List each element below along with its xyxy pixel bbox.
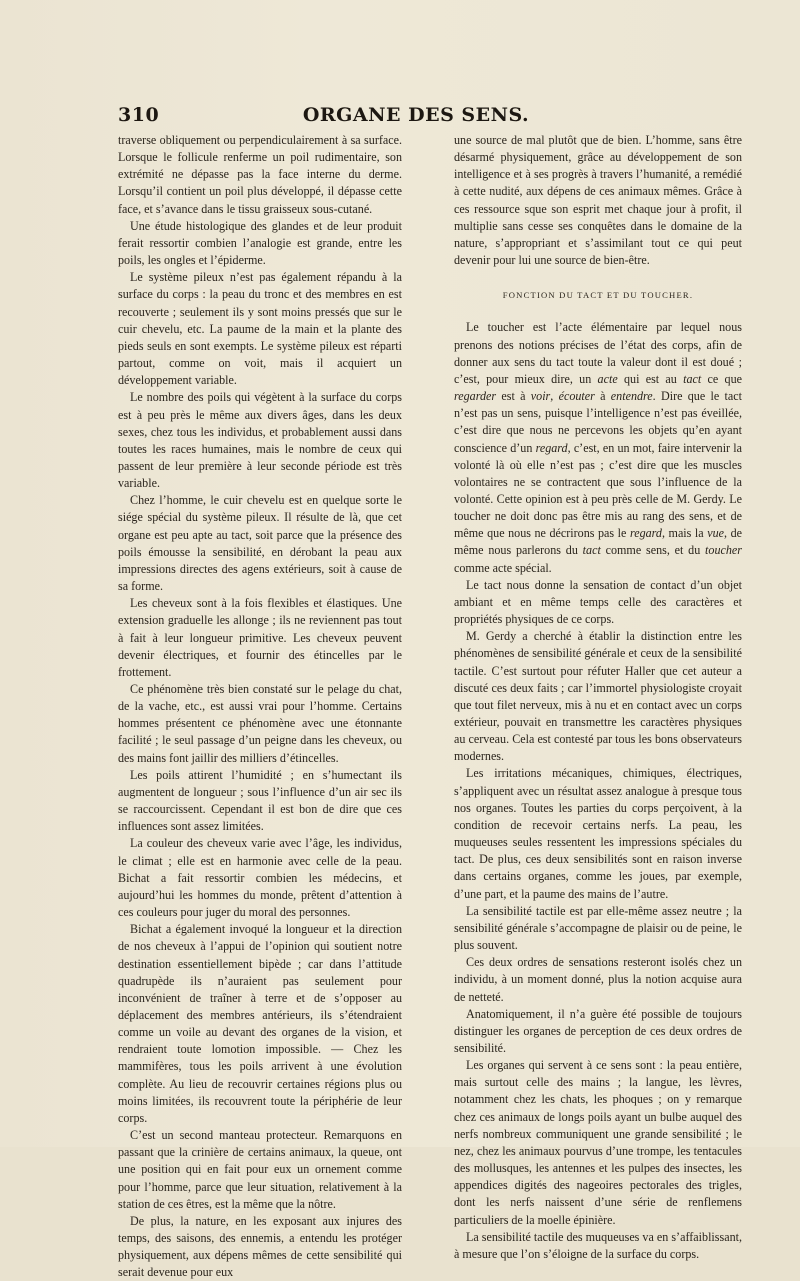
paragraph: Le système pileux n’est pas également répandu à la surface du corps : la peau du tronc et des membres en est recouverte ; seulement ils y sont moins pressés que sur le cuir chevelu, etc. La paume de la main et la plante des pieds seuls en sont exempts. Le système pileux est réparti partout, comme on voit, mais il acquiert un développement variable. (118, 270, 402, 388)
text-run: Le toucher est l’acte élémentaire par lequel nous prenons des notions précises de l’état des corps, afin de donner aux sens du tact toute la valeur dont il est doué ; c’est, pour mieux dire, un (454, 320, 742, 386)
paragraph: Les organes qui servent à ce sens sont : la peau entière, mais surtout celle des mains ; la langue, les lèvres, notamment chez les chats, les phoques ; on y remarque chez ces animaux de longs poils ayant un bulbe auquel des nerfs nombreux communiquent une grande sensibilité ; le nez, chez les animaux pourvus d’une trompe, les tentacules des mollusques, les antennes et les pulpes des insectes, les appendices digités des nageoires pectorales des trigles, dont les nerfs naissent d’une série de renflemens particuliers de la moelle épinière. (454, 1058, 742, 1227)
text-run: ce que (701, 371, 742, 386)
paragraph (454, 319, 742, 576)
paragraph: M. Gerdy a cherché à établir la distinction entre les phénomènes de sensibilité générale et ceux de la sensibilité tactile. C’est surtout pour réfuter Haller que cet auteur a discuté ces deux faits ; car l’immortel physiologiste croyait que tout filet nerveux, mis à nu et en contact avec un corps extérieur, pouvait en transmettre les caractères physiques au cerveau. Cela est contesté par tous les bons observateurs modernes. (454, 629, 742, 764)
page-header (118, 104, 714, 132)
running-title: ORGANE DES SENS. (302, 104, 530, 126)
paragraph: Les cheveux sont à la fois flexibles et élastiques. Une extension graduelle les allonge ; ils ne reviennent pas tout à fait à leur longueur primitive. Les cheveux peuvent devenir électriques, et fournir des étincelles par le frottement. (118, 596, 402, 679)
italic-term: entendre (610, 389, 653, 404)
paragraph: Les poils attirent l’humidité ; en s’humectant ils augmentent de longueur ; sous l’influence d’un air sec ils se raccourcissent. Cependant il est bon de dire que ces influences sont assez limitées. (118, 767, 402, 834)
paragraph: C’est un second manteau protecteur. Remarquons en passant que la crinière de certains animaux, la queue, ont une position qui en fait pour eux un ornement comme pour l’homme, parce que leur situation, relativement à la station de ces êtres, est la même que la nôtre. (118, 1128, 402, 1211)
italic-term: tact (683, 371, 702, 386)
text-run: comme sens, et du (600, 543, 706, 558)
paragraph: Le tact nous donne la sensation de contact d’un objet ambiant et en même temps celle des caractères et propriétés physiques de ce corps. (454, 577, 742, 627)
paragraph: La couleur des cheveux varie avec l’âge, les individus, le climat ; elle est en harmonie avec celle de la peau. Bichat a fait ressortir combien les médecins, et aujourd’hui les hommes du monde, prêtent d’attention à ces couleurs pour juger du moral des personnes. (118, 836, 402, 920)
paragraph: Ce phénomène très bien constaté sur le pelage du chat, de la vache, etc., est aussi vrai pour l’homme. Certains hommes présentent ce phénomène avec une étonnante facilité ; le seul passage d’un peigne dans les cheveux, ou des mains font jaillir des milliers d’étincelles. (118, 682, 402, 765)
paragraph: La sensibilité tactile des muqueuses va en s’affaiblissant, à mesure que l’on s’éloigne de la surface du corps. (454, 1229, 742, 1261)
text-run: , c’est, en un mot, faire intervenir la volonté là où elle n’est pas ; c’est dire que les muscles volontaires ne se contractent que sous l’influence de la volonté. Cette opinion est à peu près celle de M. Gerdy. Le toucher ne doit donc pas être mis au rang des sens, et de même que nous ne décrirons pas le (454, 440, 742, 541)
italic-term: regard (535, 440, 568, 455)
paragraph: Une étude histologique des glandes et de leur produit ferait ressortir combien l’analogie est grande, entre les poils, les ongles et l’épiderme. (118, 218, 402, 268)
paragraph: Bichat a également invoqué la longueur et la direction de nos cheveux à l’appui de l’opinion qui soutient notre destination essentiellement bipède ; car dans l’attitude quadrupède ils n’auraient pas seulement pour inconvénient de traîner à terre et de s’opposer au déplacement des membres antérieurs, ils s’étendraient comme un voile au devant des organes de la vision, et rendraient toute lomotion impossible. — Chez les mammifères, tous les poils arrivent à une évolution complète. Au lieu de recouvrir certaines régions plus ou moins limitées, ils recouvrent toute la périphérie de leur corps. (118, 922, 402, 1125)
text-run: . Dire que le tact n’est pas un sens, puisque l’intelligence n’est pas éveillée, c’est dire que nous ne percevons les objets qu’en ayant conscience d’un (454, 389, 742, 455)
text-run: , mais la (661, 526, 708, 541)
section-heading: FONCTION DU TACT ET DU TOUCHER. (502, 290, 694, 301)
left-column (118, 132, 402, 1281)
text-run: , de même nous parlerons du (454, 526, 742, 558)
text-run: à (594, 389, 611, 404)
paragraph: Les irritations mécaniques, chimiques, électriques, s’appliquent avec un résultat assez analogue à presque tous nos organes. Toutes les parties du corps perçoivent, à la condition de recevoir certains nerfs. La peau, les muqueuses seules ressentent les impressions spéciales du tact. De plus, ces deux sensibilités sont en raison inverse dans certains organes, comme les joues, par exemple, d’une part, et la paume des mains de l’autre. (454, 766, 742, 901)
italic-term: voir (530, 389, 551, 404)
italic-term: regarder (454, 389, 497, 404)
italic-term: regard (629, 526, 662, 541)
paragraph: La sensibilité tactile est par elle-même assez neutre ; la sensibilité générale s’accompagne de plaisir ou de peine, le plus souvent. (454, 903, 742, 953)
right-column (454, 132, 742, 1263)
text-run: , (550, 389, 559, 404)
text-run: qui est au (617, 371, 684, 386)
paragraph: traverse obliquement ou perpendiculairement à sa surface. Lorsque le follicule renferme un poil rudimentaire, son extrémité ne dépasse pas la face interne du derme. Lorsqu’il contient un poil plus développé, il dépasse cette face, et s’avance dans le tissu graisseux sous-cutané. (118, 133, 402, 216)
paragraph: Anatomiquement, il n’a guère été possible de toujours distinguer les organes de perception de ces deux ordres de sensibilité. (454, 1006, 742, 1055)
paragraph: De plus, la nature, en les exposant aux injures des temps, des saisons, des ennemis, a entendu les protéger physiquement, aux dépens mêmes de cette sensibilité qui serait devenue pour eux (118, 1213, 402, 1280)
paragraph: Ces deux ordres de sensations resteront isolés chez un individu, à un moment donné, plus la notion acquise aura de netteté. (454, 955, 742, 1004)
paragraph: Chez l’homme, le cuir chevelu est en quelque sorte le siége spécial du système pileux. Il résulte de là, que cet organe est peu apte au tact, soit parce que la présence des poils émousse la sensibilité, en dérobant la peau aux impressions directes des agens extérieurs, soit à cause de sa forme. (118, 493, 402, 594)
page-number: 310 (118, 104, 160, 126)
text-run: comme acte spécial. (454, 560, 552, 575)
paragraph: une source de mal plutôt que de bien. L’homme, sans être désarmé physiquement, grâce au développement de son intelligence et à ses progrès à travers l’humanité, a remédié à cette nudité, aux dépens de ces animaux mêmes. Grâce à ces ressource sque son esprit met chaque jour à profit, il multiplie sans cesse ses conquêtes dans le domaine de la nature, s’appropriant et s’assimilant tout ce qui peut devenir pour lui une source de bien-être. (454, 133, 742, 268)
italic-term: acte (597, 371, 618, 386)
text-run: est à (496, 389, 531, 404)
paragraph: Le nombre des poils qui végètent à la surface du corps est à peu près le même aux divers âges, dans les deux sexes, chez tous les individus, et probablement aussi dans toutes les races humaines, mais le nombre de ceux qui passent de leur première à leur seconde période est très variable. (118, 390, 402, 491)
italic-term: toucher (705, 543, 742, 558)
italic-term: tact (582, 543, 601, 558)
italic-term: écouter (558, 389, 595, 404)
italic-term: vue (707, 526, 724, 541)
